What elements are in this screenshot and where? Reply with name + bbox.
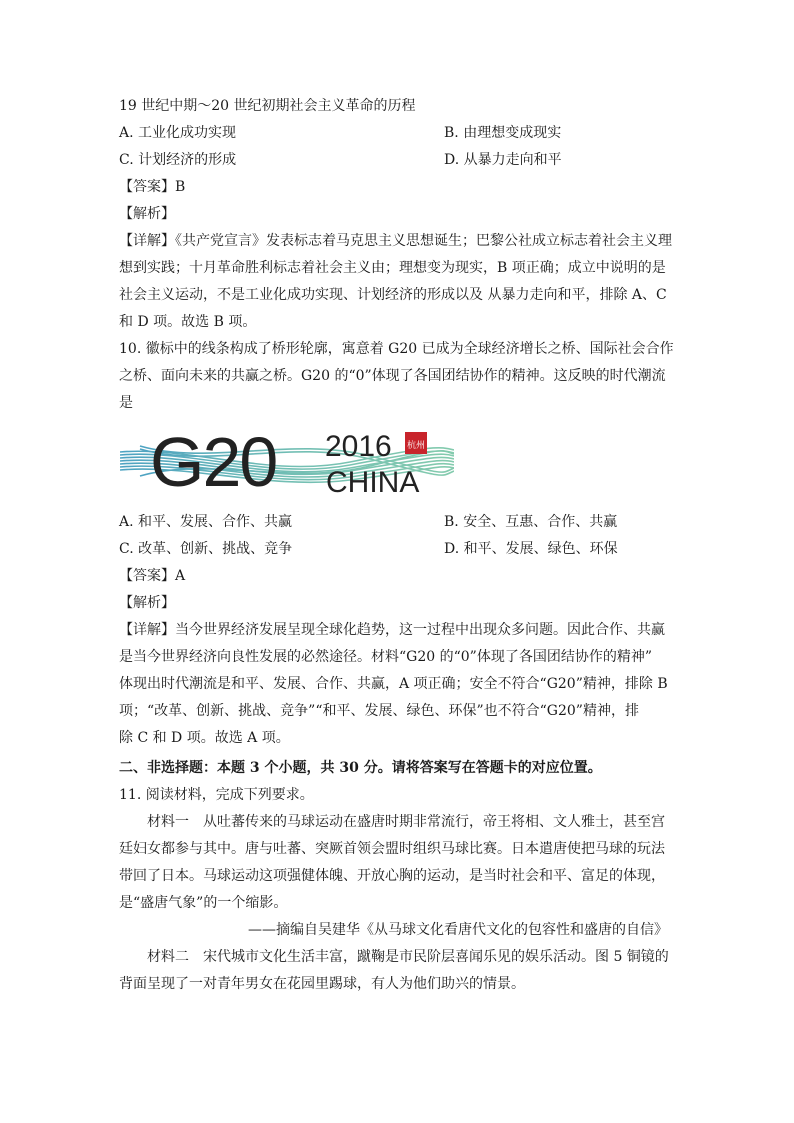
q11-material1-line: 材料一 从吐蕃传来的马球运动在盛唐时期非常流行，帝王将相、文人雅士，甚至宫 xyxy=(147,814,665,830)
q11-material2-line: 材料二 宋代城市文化生活丰富，蹴鞠是市民阶层喜闻乐见的娱乐活动。图 5 铜镜的 xyxy=(147,949,669,965)
g20-logo-image xyxy=(120,416,454,500)
q11-material1-line: 是“盛唐气象”的一个缩影。 xyxy=(119,895,288,911)
q9-option-c: C. 计划经济的形成 xyxy=(119,152,237,168)
q10-option-a: A. 和平、发展、合作、共赢 xyxy=(119,514,293,530)
q9-detail-line: 和 D 项。故选 B 项。 xyxy=(119,314,257,330)
q11-stem: 11. 阅读材料，完成下列要求。 xyxy=(119,787,314,803)
seal-text: 杭州 xyxy=(407,441,426,451)
q10-stem-line: 是 xyxy=(119,395,133,411)
q10-detail-line: 【详解】当今世界经济发展呈现全球化趋势，这一过程中出现众多问题。因此合作、共赢 xyxy=(119,622,665,638)
q10-stem-line: 之桥、面向未来的共赢之桥。G20 的“0”体现了各国团结协作的精神。这反映的时代潮流 xyxy=(119,368,666,384)
q9-answer: 【答案】B xyxy=(119,179,186,195)
q9-detail-line: 想到实践；十月革命胜利标志着社会主义由；理想变为现实，B 项正确；成立中说明的是 xyxy=(119,260,666,276)
q10-detail-line: 项；“改革、创新、挑战、竞争”“和平、发展、绿色、环保”也不符合“G20”精神，排 xyxy=(119,703,639,719)
logo-year-text: 2016 xyxy=(325,430,392,463)
q10-option-d: D. 和平、发展、绿色、环保 xyxy=(444,541,618,557)
q9-option-a: A. 工业化成功实现 xyxy=(119,125,237,141)
q9-detail-line: 社会主义运动，不是工业化成功实现、计划经济的形成以及 从暴力走向和平，排除 A、C xyxy=(119,287,667,303)
q9-option-b: B. 由理想变成现实 xyxy=(444,125,562,141)
q10-detail-line: 是当今世界经济向良性发展的必然途径。材料“G20 的“0”体现了各国团结协作的精神” xyxy=(119,649,652,665)
q10-option-b: B. 安全、互惠、合作、共赢 xyxy=(444,514,618,530)
q11-material1-line: 带回了日本。马球运动这项强健体魄、开放心胸的运动，是当时社会和平、富足的体现， xyxy=(119,868,665,884)
q9-stem: 19 世纪中期～20 世纪初期社会主义革命的历程 xyxy=(119,98,416,114)
g20-logo-graphic xyxy=(120,416,454,500)
q10-detail-line: 体现出时代潮流是和平、发展、合作、共赢，A 项正确；安全不符合“G20”精神，排除 B xyxy=(119,676,668,692)
q11-material2-line: 背面呈现了一对青年男女在花园里踢球，有人为他们助兴的情景。 xyxy=(119,976,525,992)
q10-option-c: C. 改革、创新、挑战、竞争 xyxy=(119,541,293,557)
q10-analysis-label: 【解析】 xyxy=(119,595,175,611)
q10-detail-line: 除 C 和 D 项。故选 A 项。 xyxy=(119,730,290,746)
q11-source1: ——摘编自吴建华《从马球文化看唐代文化的包容性和盛唐的自信》 xyxy=(248,922,668,938)
g20-logo-text: G20 xyxy=(150,423,277,500)
section-heading: 二、非选择题：本题 3 个小题，共 30 分。请将答案写在答题卡的对应位置。 xyxy=(119,760,602,776)
q9-detail-line: 【详解】《共产党宣言》发表标志着马克思主义思想诞生；巴黎公社成立标志着社会主义理 xyxy=(119,233,672,249)
q10-stem-line: 10. 徽标中的线条构成了桥形轮廓，寓意着 G20 已成为全球经济增长之桥、国际社会合作 xyxy=(119,341,674,357)
logo-country-text: CHINA xyxy=(326,466,420,499)
q9-analysis-label: 【解析】 xyxy=(119,206,175,222)
q11-material1-line: 廷妇女都参与其中。唐与吐蕃、突厥首领会盟时组织马球比赛。日本遣唐使把马球的玩法 xyxy=(119,841,665,857)
q9-option-d: D. 从暴力走向和平 xyxy=(444,152,562,168)
q10-answer: 【答案】A xyxy=(119,568,186,584)
